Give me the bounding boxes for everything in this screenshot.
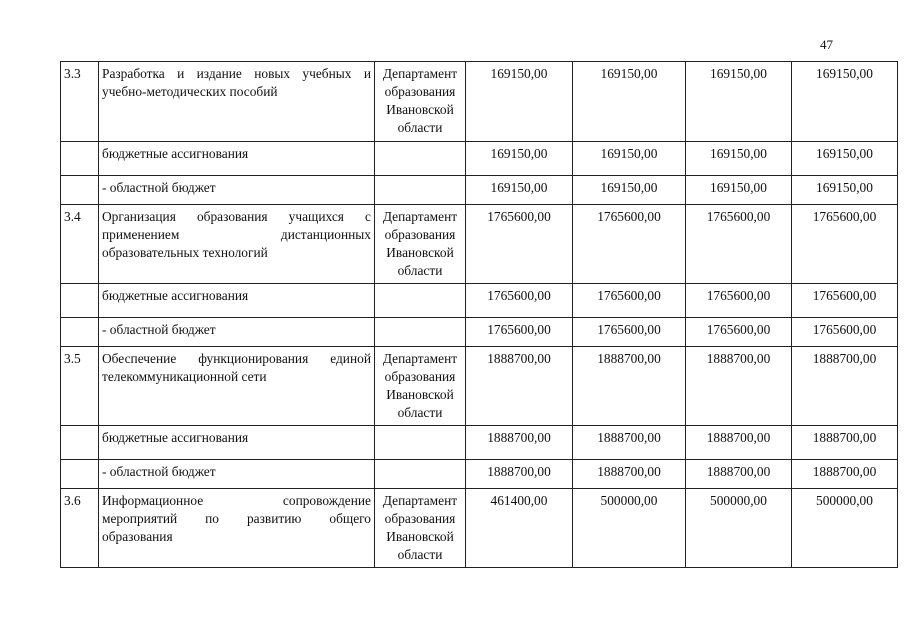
regional-budget-label: - областной бюджет	[99, 318, 375, 347]
item-number: 3.3	[61, 62, 99, 142]
empty-cell	[375, 460, 466, 489]
item-name: Информационное сопровождение мероприятий по развитию общего образования	[99, 489, 375, 568]
table-row-3-4-regional	[61, 318, 898, 347]
value-cell: 169150,00	[792, 62, 898, 142]
value-cell: 1765600,00	[573, 284, 686, 318]
value-cell: 1765600,00	[686, 284, 792, 318]
item-number: 3.4	[61, 205, 99, 284]
table-row-3-5	[61, 347, 898, 426]
value-cell: 1888700,00	[573, 460, 686, 489]
value-cell: 1888700,00	[466, 426, 573, 460]
value-cell: 169150,00	[686, 176, 792, 205]
value-cell: 1888700,00	[573, 347, 686, 426]
item-name: Организация образования учащихся с применением дистанционных образовательных технологий	[99, 205, 375, 284]
value-cell: 169150,00	[466, 62, 573, 142]
regional-budget-label: - областной бюджет	[99, 176, 375, 205]
empty-cell	[61, 176, 99, 205]
table-row-3-3-regional	[61, 176, 898, 205]
value-cell: 1765600,00	[792, 318, 898, 347]
table-row-3-3-budget	[61, 142, 898, 176]
budget-label: бюджетные ассигнования	[99, 426, 375, 460]
value-cell: 1765600,00	[466, 318, 573, 347]
empty-cell	[375, 176, 466, 205]
empty-cell	[375, 318, 466, 347]
value-cell: 169150,00	[792, 142, 898, 176]
value-cell: 1765600,00	[466, 284, 573, 318]
table-row-3-3	[61, 62, 898, 142]
value-cell: 1888700,00	[686, 347, 792, 426]
value-cell: 169150,00	[573, 62, 686, 142]
value-cell: 169150,00	[573, 142, 686, 176]
empty-cell	[61, 460, 99, 489]
budget-table	[60, 61, 898, 568]
value-cell: 1765600,00	[573, 318, 686, 347]
item-executor: Департамент образования Ивановской области	[375, 62, 466, 142]
value-cell: 1888700,00	[792, 426, 898, 460]
table-row-3-5-regional	[61, 460, 898, 489]
value-cell: 169150,00	[573, 176, 686, 205]
value-cell: 169150,00	[686, 142, 792, 176]
empty-cell	[61, 318, 99, 347]
value-cell: 1765600,00	[573, 205, 686, 284]
empty-cell	[375, 284, 466, 318]
value-cell: 169150,00	[466, 142, 573, 176]
value-cell: 169150,00	[466, 176, 573, 205]
value-cell: 1765600,00	[686, 205, 792, 284]
empty-cell	[61, 284, 99, 318]
empty-cell	[375, 142, 466, 176]
value-cell: 1888700,00	[792, 460, 898, 489]
item-executor: Департамент образования Ивановской области	[375, 489, 466, 568]
value-cell: 169150,00	[792, 176, 898, 205]
value-cell: 1765600,00	[466, 205, 573, 284]
value-cell: 1765600,00	[686, 318, 792, 347]
value-cell: 1888700,00	[573, 426, 686, 460]
table-row-3-4-budget	[61, 284, 898, 318]
item-name: Разработка и издание новых учебных и учебно-методических пособий	[99, 62, 375, 142]
value-cell: 1888700,00	[686, 460, 792, 489]
value-cell: 1765600,00	[792, 205, 898, 284]
value-cell: 1765600,00	[792, 284, 898, 318]
page-number: 47	[820, 37, 833, 52]
value-cell: 1888700,00	[792, 347, 898, 426]
value-cell: 500000,00	[792, 489, 898, 568]
table-row-3-5-budget	[61, 426, 898, 460]
value-cell: 1888700,00	[686, 426, 792, 460]
regional-budget-label: - областной бюджет	[99, 460, 375, 489]
empty-cell	[61, 142, 99, 176]
value-cell: 461400,00	[466, 489, 573, 568]
budget-label: бюджетные ассигнования	[99, 142, 375, 176]
item-number: 3.6	[61, 489, 99, 568]
item-number: 3.5	[61, 347, 99, 426]
item-name: Обеспечение функционирования единой телекоммуникационной сети	[99, 347, 375, 426]
table-row-3-6	[61, 489, 898, 568]
table-row-3-4	[61, 205, 898, 284]
item-executor: Департамент образования Ивановской области	[375, 347, 466, 426]
value-cell: 500000,00	[573, 489, 686, 568]
value-cell: 1888700,00	[466, 347, 573, 426]
empty-cell	[375, 426, 466, 460]
item-executor: Департамент образования Ивановской области	[375, 205, 466, 284]
value-cell: 1888700,00	[466, 460, 573, 489]
value-cell: 169150,00	[686, 62, 792, 142]
value-cell: 500000,00	[686, 489, 792, 568]
budget-label: бюджетные ассигнования	[99, 284, 375, 318]
empty-cell	[61, 426, 99, 460]
